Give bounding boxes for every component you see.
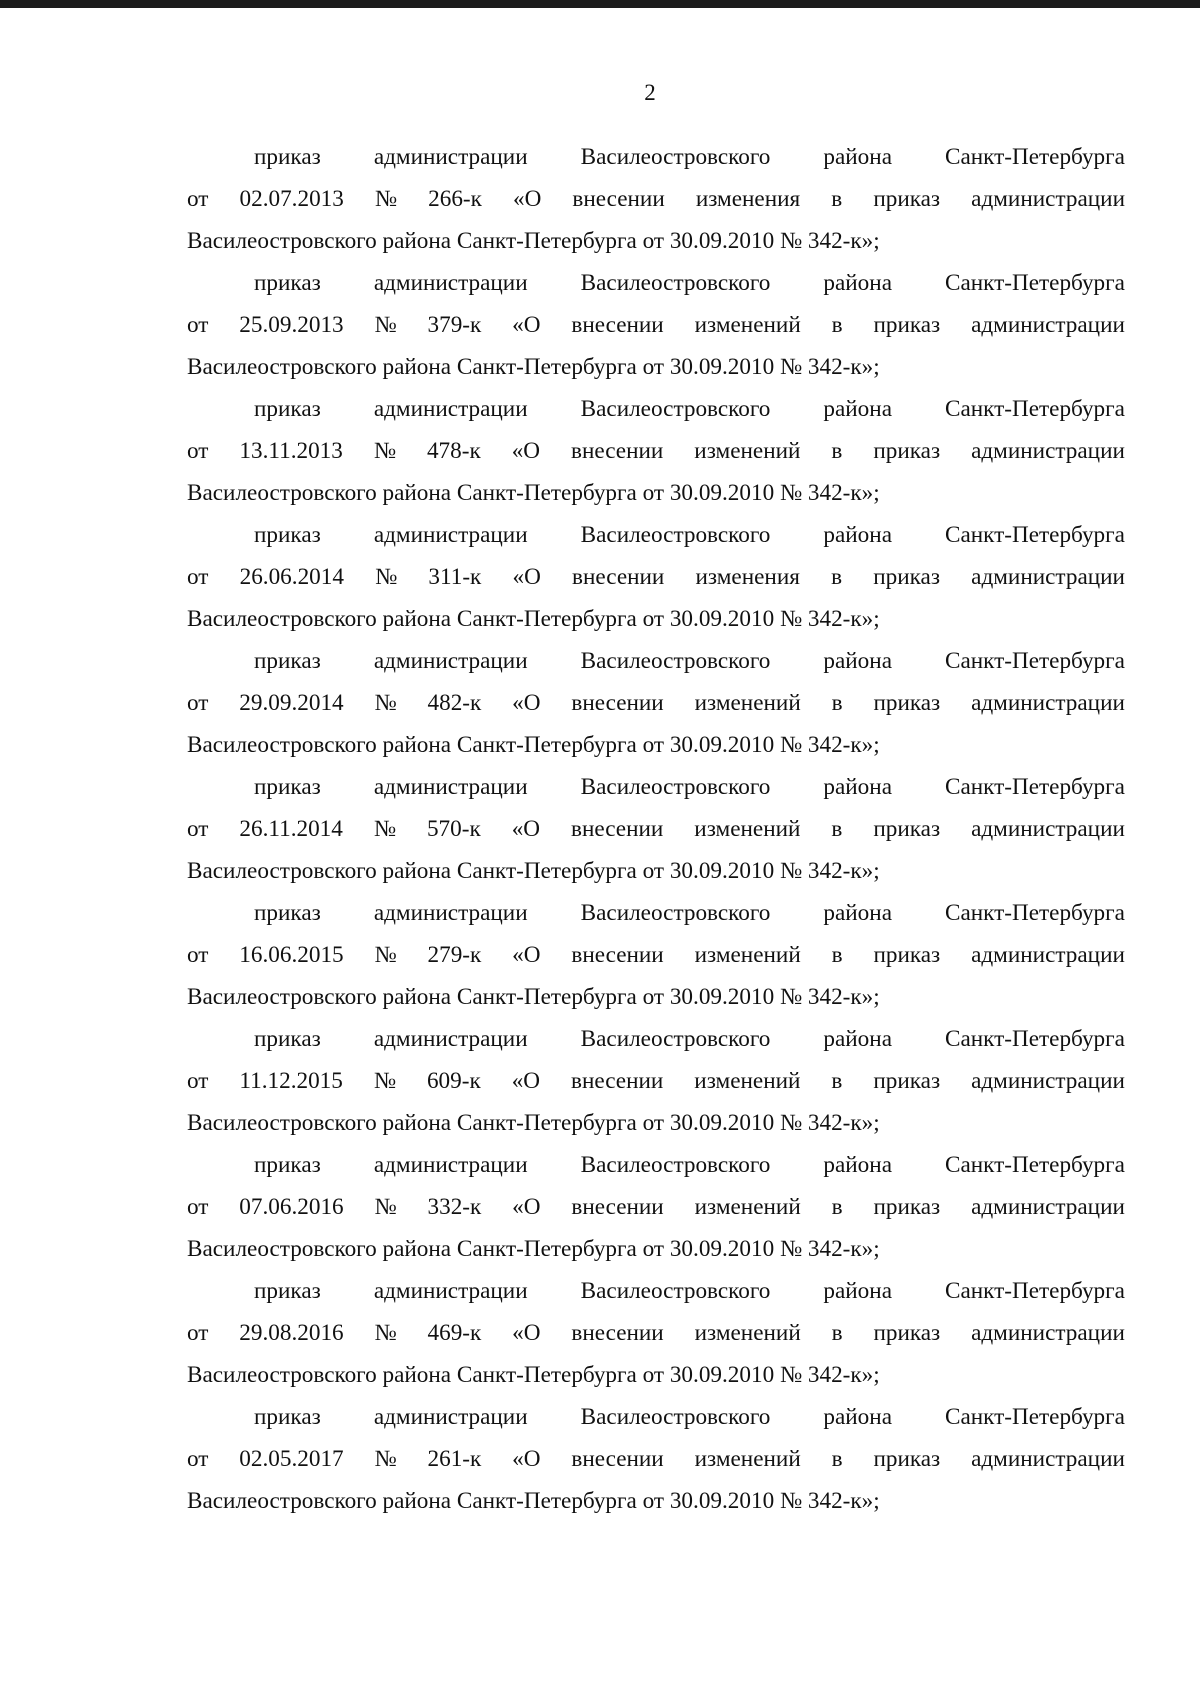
word-vasileostrovskogo: Василеостровского [580, 270, 771, 296]
word-ot: от [187, 1068, 209, 1094]
entry-line-1 [187, 1270, 1125, 1312]
word-raiona: района [823, 396, 892, 422]
number-sign: № [374, 1320, 397, 1346]
word-quote-o: «О [512, 564, 541, 590]
word-prikaz: приказ [254, 270, 321, 296]
order-date: 07.06.2016 [239, 1194, 344, 1220]
entry-line-3: Василеостровского района Санкт-Петербурга от 30.09.2010 № 342-к»; [187, 732, 880, 758]
order-date: 26.11.2014 [239, 816, 343, 842]
word-quote-o: «О [512, 1446, 541, 1472]
word-change: изменения [695, 186, 801, 212]
word-vnesenii: внесении [571, 942, 664, 968]
word-administratsii: администрации [373, 1278, 528, 1304]
word-raiona: района [823, 522, 892, 548]
word-v: в [831, 690, 843, 716]
order-number: 379-к [427, 312, 482, 338]
order-date: 29.09.2014 [239, 690, 344, 716]
word-change: изменений [694, 1446, 801, 1472]
order-entry [187, 388, 1125, 514]
top-border-line [0, 0, 1200, 8]
word-vasileostrovskogo: Василеостровского [580, 396, 771, 422]
entry-line-3: Василеостровского района Санкт-Петербурга от 30.09.2010 № 342-к»; [187, 984, 880, 1010]
word-administratsii: администрации [373, 144, 528, 170]
entry-line-3: Василеостровского района Санкт-Петербурга от 30.09.2010 № 342-к»; [187, 480, 880, 506]
word-raiona: района [823, 900, 892, 926]
word-administratsii-2: администрации [971, 816, 1125, 842]
word-quote-o: «О [512, 312, 541, 338]
entry-line-2 [187, 1060, 1125, 1102]
page-number: 2 [644, 80, 656, 105]
word-administratsii-2: администрации [971, 438, 1125, 464]
order-entry [187, 1144, 1125, 1270]
entry-line-1 [187, 1396, 1125, 1438]
entry-line-1 [187, 262, 1125, 304]
entry-line-3: Василеостровского района Санкт-Петербурга от 30.09.2010 № 342-к»; [187, 1236, 880, 1262]
word-administratsii-2: администрации [971, 942, 1125, 968]
word-administratsii: администрации [373, 396, 528, 422]
word-vnesenii: внесении [571, 1068, 664, 1094]
number-sign: № [374, 1194, 397, 1220]
word-prikaz: приказ [254, 1152, 321, 1178]
order-entry [187, 1270, 1125, 1396]
word-spb: Санкт-Петербурга [945, 144, 1125, 170]
order-date: 26.06.2014 [239, 564, 344, 590]
word-prikaz: приказ [254, 774, 321, 800]
word-ot: от [187, 186, 209, 212]
word-prikaz: приказ [254, 900, 321, 926]
word-raiona: района [823, 774, 892, 800]
entry-line-2 [187, 808, 1125, 850]
word-prikaz: приказ [254, 648, 321, 674]
number-sign: № [375, 564, 398, 590]
word-spb: Санкт-Петербурга [945, 522, 1125, 548]
order-number: 266-к [428, 186, 482, 212]
word-vnesenii: внесении [571, 1320, 664, 1346]
word-ot: от [187, 1320, 209, 1346]
entry-line-2 [187, 1438, 1125, 1480]
word-spb: Санкт-Петербурга [945, 900, 1125, 926]
word-administratsii-2: администрации [971, 312, 1125, 338]
order-entry [187, 892, 1125, 1018]
entry-line-3: Василеостровского района Санкт-Петербурга от 30.09.2010 № 342-к»; [187, 606, 880, 632]
word-raiona: района [823, 648, 892, 674]
word-v: в [831, 186, 843, 212]
word-administratsii-2: администрации [971, 1446, 1125, 1472]
number-sign: № [374, 690, 397, 716]
order-entry [187, 640, 1125, 766]
word-ot: от [187, 438, 209, 464]
entry-line-1 [187, 1018, 1125, 1060]
word-vasileostrovskogo: Василеостровского [580, 144, 771, 170]
word-quote-o: «О [512, 1194, 541, 1220]
word-vnesenii: внесении [571, 312, 664, 338]
entry-line-2 [187, 1186, 1125, 1228]
word-administratsii: администрации [373, 1026, 528, 1052]
word-change: изменений [694, 438, 801, 464]
order-number: 478-к [426, 438, 481, 464]
entry-line-1 [187, 1144, 1125, 1186]
entry-line-2 [187, 1312, 1125, 1354]
word-prikaz: приказ [254, 144, 321, 170]
entry-line-2 [187, 682, 1125, 724]
number-sign: № [374, 942, 397, 968]
entry-line-3: Василеостровского района Санкт-Петербурга от 30.09.2010 № 342-к»; [187, 1110, 880, 1136]
word-prikaz-2: приказ [873, 690, 941, 716]
order-number: 570-к [426, 816, 481, 842]
word-prikaz-2: приказ [873, 1068, 941, 1094]
word-administratsii: администрации [373, 1404, 528, 1430]
entry-line-3: Василеостровского района Санкт-Петербурга от 30.09.2010 № 342-к»; [187, 354, 880, 380]
word-raiona: района [823, 1278, 892, 1304]
word-v: в [831, 816, 843, 842]
order-number: 332-к [427, 1194, 482, 1220]
word-vnesenii: внесении [571, 816, 664, 842]
word-administratsii: администрации [373, 522, 528, 548]
entry-line-2 [187, 304, 1125, 346]
word-vnesenii: внесении [572, 186, 665, 212]
word-quote-o: «О [512, 942, 541, 968]
word-change: изменений [694, 312, 801, 338]
order-date: 16.06.2015 [239, 942, 344, 968]
entry-line-2 [187, 430, 1125, 472]
word-v: в [831, 1446, 843, 1472]
word-change: изменений [694, 690, 801, 716]
word-raiona: района [823, 1026, 892, 1052]
word-spb: Санкт-Петербурга [945, 1026, 1125, 1052]
word-quote-o: «О [511, 438, 541, 464]
order-number: 311-к [428, 564, 482, 590]
word-administratsii: администрации [373, 270, 528, 296]
word-v: в [831, 1194, 843, 1220]
word-change: изменений [694, 1320, 801, 1346]
word-quote-o: «О [511, 1068, 541, 1094]
word-spb: Санкт-Петербурга [945, 396, 1125, 422]
order-entry [187, 1396, 1125, 1522]
word-administratsii-2: администрации [971, 1068, 1125, 1094]
number-sign: № [374, 312, 397, 338]
entry-line-3: Василеостровского района Санкт-Петербурга от 30.09.2010 № 342-к»; [187, 858, 880, 884]
number-sign: № [374, 186, 398, 212]
word-vnesenii: внесении [571, 438, 664, 464]
word-vasileostrovskogo: Василеостровского [580, 648, 771, 674]
order-number: 279-к [427, 942, 482, 968]
number-sign: № [374, 1446, 397, 1472]
word-change: изменения [695, 564, 800, 590]
word-prikaz-2: приказ [873, 942, 941, 968]
entry-line-1 [187, 640, 1125, 682]
word-prikaz-2: приказ [873, 1320, 941, 1346]
word-ot: от [187, 816, 209, 842]
word-spb: Санкт-Петербурга [945, 1152, 1125, 1178]
entry-line-2 [187, 178, 1125, 220]
entry-line-2 [187, 934, 1125, 976]
word-raiona: района [823, 144, 892, 170]
order-number: 469-к [427, 1320, 482, 1346]
word-raiona: района [823, 1404, 892, 1430]
word-change: изменений [694, 816, 801, 842]
word-ot: от [187, 312, 209, 338]
word-spb: Санкт-Петербурга [945, 1404, 1125, 1430]
entry-line-1 [187, 892, 1125, 934]
word-ot: от [187, 1194, 209, 1220]
word-vasileostrovskogo: Василеостровского [580, 522, 771, 548]
number-sign: № [373, 438, 396, 464]
word-prikaz-2: приказ [873, 564, 940, 590]
order-entry [187, 262, 1125, 388]
order-date: 02.07.2013 [239, 186, 344, 212]
order-date: 11.12.2015 [239, 1068, 343, 1094]
entry-line-3: Василеостровского района Санкт-Петербурга от 30.09.2010 № 342-к»; [187, 228, 880, 254]
order-date: 25.09.2013 [239, 312, 344, 338]
word-ot: от [187, 564, 209, 590]
word-ot: от [187, 942, 209, 968]
word-prikaz-2: приказ [873, 186, 941, 212]
word-quote-o: «О [512, 690, 541, 716]
entry-line-1 [187, 514, 1125, 556]
order-number: 609-к [426, 1068, 481, 1094]
word-prikaz: приказ [254, 1026, 321, 1052]
word-ot: от [187, 1446, 209, 1472]
word-prikaz-2: приказ [873, 1446, 941, 1472]
word-spb: Санкт-Петербурга [945, 648, 1125, 674]
word-vasileostrovskogo: Василеостровского [580, 1152, 771, 1178]
word-change: изменений [694, 942, 801, 968]
word-vnesenii: внесении [571, 1446, 664, 1472]
order-date: 02.05.2017 [239, 1446, 344, 1472]
word-prikaz-2: приказ [873, 438, 941, 464]
word-administratsii-2: администрации [971, 186, 1125, 212]
word-vnesenii: внесении [571, 690, 664, 716]
word-quote-o: «О [511, 816, 541, 842]
word-prikaz-2: приказ [873, 312, 941, 338]
word-administratsii-2: администрации [971, 1320, 1125, 1346]
word-quote-o: «О [512, 1320, 541, 1346]
word-v: в [831, 564, 843, 590]
word-prikaz-2: приказ [873, 816, 941, 842]
word-spb: Санкт-Петербурга [945, 270, 1125, 296]
order-date: 29.08.2016 [239, 1320, 344, 1346]
order-entry [187, 766, 1125, 892]
order-number: 482-к [427, 690, 482, 716]
word-vasileostrovskogo: Василеостровского [580, 774, 771, 800]
entry-line-3: Василеостровского района Санкт-Петербурга от 30.09.2010 № 342-к»; [187, 1362, 880, 1388]
entry-line-1 [187, 136, 1125, 178]
word-change: изменений [694, 1068, 801, 1094]
word-spb: Санкт-Петербурга [945, 774, 1125, 800]
number-sign: № [373, 816, 396, 842]
word-raiona: района [823, 1152, 892, 1178]
entry-line-3: Василеостровского района Санкт-Петербурга от 30.09.2010 № 342-к»; [187, 1488, 880, 1514]
word-prikaz: приказ [254, 396, 321, 422]
word-v: в [831, 1068, 843, 1094]
order-entry [187, 1018, 1125, 1144]
word-administratsii: администрации [373, 774, 528, 800]
word-administratsii: администрации [373, 1152, 528, 1178]
word-spb: Санкт-Петербурга [945, 1278, 1125, 1304]
word-vnesenii: внесении [571, 1194, 664, 1220]
order-number: 261-к [427, 1446, 482, 1472]
entry-line-1 [187, 388, 1125, 430]
word-change: изменений [694, 1194, 801, 1220]
order-date: 13.11.2013 [239, 438, 343, 464]
word-administratsii: администрации [373, 648, 528, 674]
word-raiona: района [823, 270, 892, 296]
word-administratsii-2: администрации [971, 564, 1125, 590]
word-prikaz: приказ [254, 522, 321, 548]
word-v: в [831, 1320, 843, 1346]
word-vasileostrovskogo: Василеостровского [580, 900, 771, 926]
word-administratsii-2: администрации [971, 690, 1125, 716]
number-sign: № [373, 1068, 396, 1094]
entry-line-1 [187, 766, 1125, 808]
order-list [187, 136, 1125, 1522]
word-v: в [831, 312, 843, 338]
word-v: в [831, 942, 843, 968]
order-entry [187, 514, 1125, 640]
word-prikaz: приказ [254, 1278, 321, 1304]
word-quote-o: «О [512, 186, 542, 212]
word-prikaz-2: приказ [873, 1194, 941, 1220]
entry-line-2 [187, 556, 1125, 598]
word-ot: от [187, 690, 209, 716]
word-vnesenii: внесении [572, 564, 665, 590]
word-administratsii: администрации [373, 900, 528, 926]
order-entry [187, 136, 1125, 262]
word-v: в [831, 438, 843, 464]
word-vasileostrovskogo: Василеостровского [580, 1026, 771, 1052]
word-prikaz: приказ [254, 1404, 321, 1430]
word-vasileostrovskogo: Василеостровского [580, 1404, 771, 1430]
word-vasileostrovskogo: Василеостровского [580, 1278, 771, 1304]
word-administratsii-2: администрации [971, 1194, 1125, 1220]
